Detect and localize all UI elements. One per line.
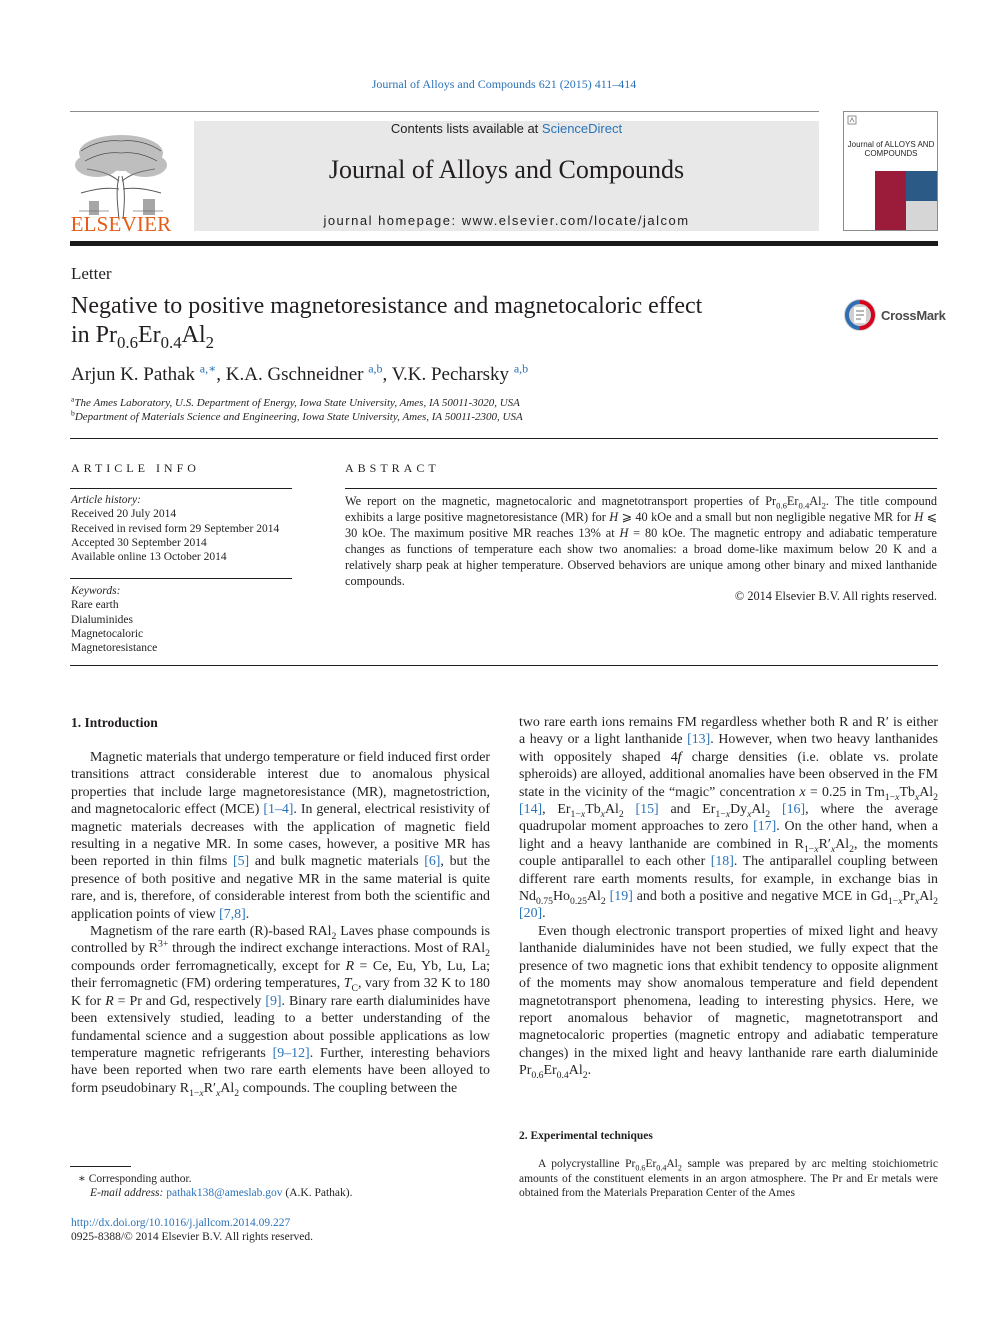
homepage-prefix: journal homepage:: [323, 213, 462, 228]
section-heading-experimental: 2. Experimental techniques: [519, 1130, 653, 1142]
cover-band-red: [875, 171, 906, 230]
paragraph: A polycrystalline $Pr_{0.6}Er_{0.4}Al_2$ sample was prepared by arc melting stoichiometric amounts of the constituent elements in an argon atmosphere. The Pr and Er metals were obtained from the Materials Preparation Center of the Ames: [519, 1158, 938, 1200]
history-item: Received 20 July 2014: [71, 508, 177, 521]
citation-link[interactable]: [16]: [781, 802, 806, 818]
keyword: Dialuminides: [71, 613, 133, 626]
affiliation-text: The Ames Laboratory, U.S. Department of Energy, Iowa State University, Ames, IA 50011-3020, USA: [74, 397, 520, 409]
journal-title: Journal of Alloys and Compounds: [328, 155, 685, 184]
divider: [70, 665, 938, 666]
author-name[interactable]: V.K. Pecharsky: [391, 364, 510, 385]
homepage-line: [194, 213, 819, 228]
article-title: Negative to positive magnetoresistance and magnetocaloric effect in $Pr_{0.6}Er_{0.4}Al_2$: [71, 293, 703, 352]
citation-link[interactable]: [13]: [687, 732, 711, 748]
divider: [70, 438, 938, 439]
author-list: Arjun K. Pathak $^{a,∗}$, K.A. Gschneidner $^{a,b}$, V.K. Pecharsky $^{a,b}$: [71, 361, 529, 385]
citation-link[interactable]: [9]: [265, 993, 282, 1009]
divider: [345, 488, 937, 489]
author-sup[interactable]: a,b: [368, 361, 383, 376]
article-info-heading: ARTICLE INFO: [71, 461, 200, 475]
cover-band-blue: [906, 171, 937, 201]
abstract-copyright: © 2014 Elsevier B.V. All rights reserved.: [734, 589, 937, 603]
body-column-left: [71, 749, 490, 1097]
citation-link[interactable]: [14]: [519, 802, 543, 818]
cover-title: Journal of ALLOYS AND COMPOUNDS: [847, 140, 935, 158]
cover-emblem-icon: [847, 115, 857, 125]
affiliation-text: Department of Materials Science and Engineering, Iowa State University, Ames, IA 50011-2300, USA: [74, 411, 523, 423]
crossmark-label[interactable]: CrossMark: [881, 308, 946, 323]
abstract-body: We report on the magnetic, magnetocaloric and magnetotransport properties of $Pr_{0.6}Er_{0.4}Al_2$. The title compound exhibits a large positive magnetoresistance (MR) for H ⩾ 40 kOe and a small but non negligible negative MR for H ⩽ 30 kOe. The maximum positive MR reaches 13% at H = 80 kOe. The magnetic entropy and adiabatic temperature changes as functions of temperature each show two anomalies: a broad dome-like maximum below 20 K and a relatively sharp peak at higher temperature. Observed behaviors are unique among other binary and mixed lanthanide compounds.: [345, 494, 937, 588]
abstract-heading: ABSTRACT: [345, 461, 440, 475]
affiliation-key: b: [71, 408, 75, 418]
citation-link[interactable]: [7,8]: [219, 906, 246, 922]
author-sup[interactable]: a,∗: [199, 361, 217, 376]
section-heading-introduction: 1. Introduction: [71, 715, 158, 730]
citation-link[interactable]: [19]: [609, 889, 633, 905]
citation-link[interactable]: [6]: [424, 854, 441, 870]
keyword: Magnetoresistance: [71, 642, 158, 655]
homepage-url-link[interactable]: www.elsevier.com/locate/jalcom: [461, 213, 690, 228]
email-suffix: (A.K. Pathak).: [285, 1187, 353, 1199]
affiliation-b: [71, 408, 523, 423]
doi-link[interactable]: http://dx.doi.org/10.1016/j.jallcom.2014.09.227: [71, 1217, 291, 1229]
paragraph: Magnetism of the rare earth (R)-based RAl$_2$ Laves phase compounds is controlled by $R^{3+}$ through the indirect exchange interactions. Most of RAl$_2$ compounds order ferromagnetically, except for R = Ce, Eu, Yb, Lu, La; their ferromagnetic (FM) ordering temperatures, $T_C$, vary from 32 K to 180 K for R = Pr and Gd, respectively [9]. Binary rare earth dialuminides have been extensively studied, leading to a better understanding of the fundamental science and a suggestion about possible applications as low temperature magnetic refrigerants [9–12]. Further, interesting behaviors have been reported when two rare earth elements have been alloyed to form pseudobinary $R_{1-x}R'_xAl_2$ compounds. The coupling between the: [71, 924, 490, 1099]
journal-reference-link[interactable]: Journal of Alloys and Compounds 621 (2015) 411–414: [371, 77, 637, 91]
article-type: Letter: [71, 264, 112, 283]
citation-link[interactable]: [9–12]: [272, 1045, 310, 1061]
paragraph: Magnetic materials that undergo temperature or field induced first order transitions attract considerable interest due to anomalous physical properties that include large magnetoresistance (MR), magnetostriction, and magnetocaloric effect (MCE) [1–4]. In general, electrical resistivity of magnetic materials decreases with the application of magnetic field resulting in a negative MR. In some cases, however, a positive MR has been reported in thin films [5] and bulk magnetic materials [6], but the presence of both positive and negative MR in the same material is quite rare, and is, therefore, of considerable interest from both the scientific and application points of view [7,8].: [71, 750, 491, 922]
footnote-corresponding: ∗ Corresponding author.: [78, 1173, 192, 1185]
keyword: Rare earth: [71, 599, 119, 612]
elsevier-wordmark: ELSEVIER: [70, 212, 172, 236]
header-top-rule: [70, 111, 819, 112]
issn-line: 0925-8388/© 2014 Elsevier B.V. All rights reserved.: [71, 1231, 314, 1243]
sciencedirect-link[interactable]: ScienceDirect: [541, 121, 623, 136]
history-item: Available online 13 October 2014: [71, 551, 227, 564]
keyword: Magnetocaloric: [71, 627, 144, 640]
divider: [70, 488, 292, 489]
author-name[interactable]: Arjun K. Pathak: [71, 364, 196, 385]
history-item: Received in revised form 29 September 2014: [71, 522, 280, 535]
citation-link[interactable]: [1–4]: [263, 802, 294, 818]
affiliation-a: [71, 394, 520, 409]
paragraph: Even though electronic transport properties of mixed light and heavy lanthanide dialuminides have not been studied, we fully expect that the presence of two magnetic ions that exhibit tendency to opposite alignment of the moments may show anomalous temperature and field dependent magnetotransport phenomena, leading to interesting physics. Here, we report anomalous behavior of magnetic, magnetotransport and magnetocaloric properties (magnetic entropy and adiabatic temperature changes) in the mixed light and heavy lanthanide rare earth dialuminide $Pr_{0.6}Er_{0.4}Al_2$.: [519, 923, 938, 1081]
crossmark-icon[interactable]: [843, 298, 877, 332]
keywords-label: Keywords:: [71, 585, 121, 597]
article-title-line2: in Pr: [71, 322, 118, 348]
contents-prefix: Contents lists available at: [390, 121, 542, 136]
divider: [70, 578, 292, 579]
article-title-line1: Negative to positive magnetoresistance and magnetocaloric effect: [71, 293, 703, 319]
citation-link[interactable]: [15]: [635, 802, 659, 818]
email-label: E-mail address:: [90, 1187, 164, 1199]
affiliation-key: a: [71, 394, 75, 404]
footnote-rule: [70, 1166, 131, 1167]
cover-band-grey: [906, 201, 937, 230]
body-column-right: [519, 714, 938, 1080]
header-thick-rule: [70, 241, 938, 246]
history-item: Accepted 30 September 2014: [71, 536, 207, 549]
author-name[interactable]: K.A. Gschneidner: [225, 364, 364, 385]
citation-link[interactable]: [17]: [753, 819, 777, 835]
author-sup[interactable]: a,b: [513, 361, 529, 376]
email-link[interactable]: pathak138@ameslab.gov: [166, 1187, 283, 1199]
contents-line: [194, 121, 819, 136]
footnote-email: [90, 1187, 353, 1199]
keywords: [71, 584, 301, 655]
paragraph: two rare earth ions remains FM regardless whether both R and R′ is either a heavy or a light lanthanide [13]. However, when two heavy lanthanides with oppositely shaped 4f charge densities (i.e. oblate vs. prolate spheroids) are alloyed, additional anomalies have been observed in the FM state in the vicinity of the “magic” concentration x = 0.25 in $Tm_{1-x}Tb_xAl_2$ [14], $Er_{1-x}Tb_xAl_2$ [15] and $Er_{1-x}Dy_xAl_2$ [16], where the average quadrupolar moment approaches to zero [17]. On the other hand, when a light and a heavy lanthanide are combined in $R_{1-x}R'_xAl_2$, the moments couple antiparallel to each other [18]. The antiparallel coupling between different rare earth moments results, for example, in exchange bias in $Nd_{0.75}Ho_{0.25}Al_2$ [19] and both a positive and negative MCE in $Gd_{1-x}Pr_xAl_2$ [20].: [519, 715, 939, 922]
article-history: [71, 493, 301, 564]
citation-link[interactable]: [18]: [710, 854, 734, 870]
citation-link[interactable]: [20]: [519, 906, 543, 922]
citation-link[interactable]: [5]: [232, 854, 250, 870]
history-label: Article history:: [71, 494, 141, 506]
